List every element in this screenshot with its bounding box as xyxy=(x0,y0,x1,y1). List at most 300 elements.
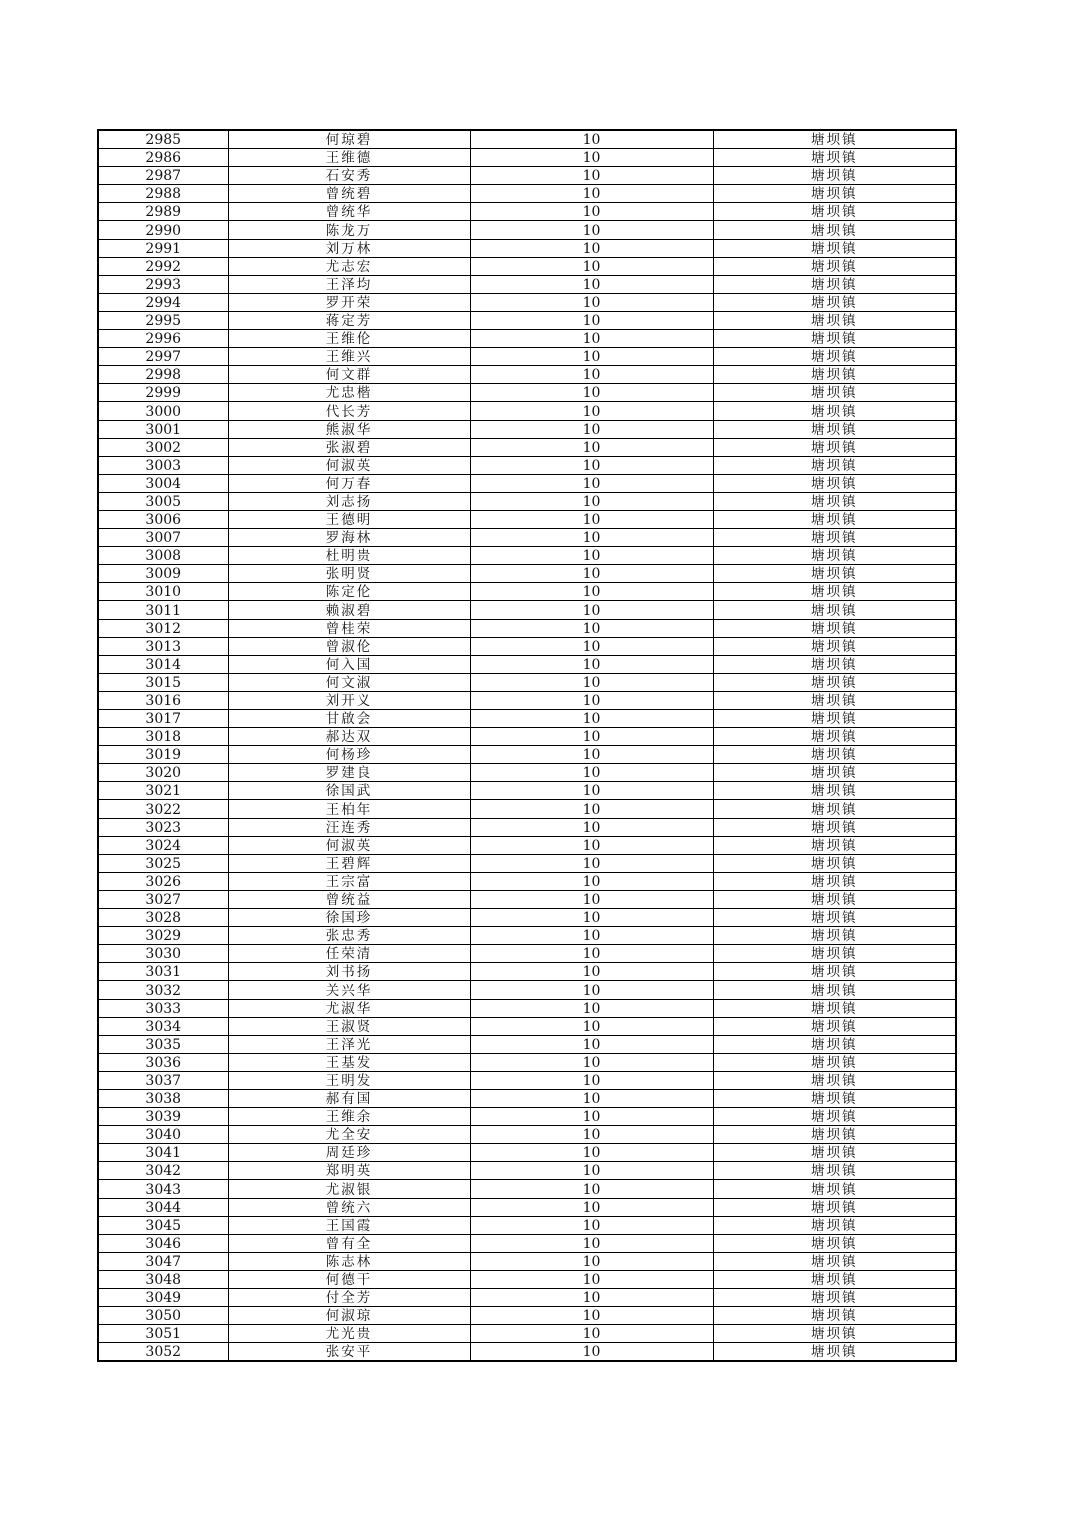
name-cell: 王泽光 xyxy=(228,1035,470,1053)
town-cell: 塘坝镇 xyxy=(713,1325,956,1343)
town-cell: 塘坝镇 xyxy=(713,275,956,293)
table-row xyxy=(98,1216,956,1234)
row-number-cell: 3009 xyxy=(98,565,228,583)
town-cell: 塘坝镇 xyxy=(713,510,956,528)
table-row xyxy=(98,510,956,528)
name-cell: 张明贤 xyxy=(228,565,470,583)
row-number-cell: 3014 xyxy=(98,655,228,673)
row-number-cell: 3039 xyxy=(98,1108,228,1126)
amount-cell: 10 xyxy=(470,275,713,293)
amount-cell: 10 xyxy=(470,167,713,185)
town-cell: 塘坝镇 xyxy=(713,1126,956,1144)
amount-cell: 10 xyxy=(470,1234,713,1252)
table-row xyxy=(98,981,956,999)
table-row xyxy=(98,710,956,728)
town-cell: 塘坝镇 xyxy=(713,872,956,890)
data-table xyxy=(97,129,957,1362)
name-cell: 何文淑 xyxy=(228,673,470,691)
amount-cell: 10 xyxy=(470,927,713,945)
row-number-cell: 3042 xyxy=(98,1162,228,1180)
table-row xyxy=(98,130,956,149)
row-number-cell: 2992 xyxy=(98,257,228,275)
amount-cell: 10 xyxy=(470,890,713,908)
name-cell: 张忠秀 xyxy=(228,927,470,945)
name-cell: 曾淑伦 xyxy=(228,637,470,655)
row-number-cell: 3005 xyxy=(98,492,228,510)
name-cell: 王维伦 xyxy=(228,330,470,348)
name-cell: 曾桂荣 xyxy=(228,619,470,637)
town-cell: 塘坝镇 xyxy=(713,402,956,420)
town-cell: 塘坝镇 xyxy=(713,529,956,547)
table-row xyxy=(98,1035,956,1053)
row-number-cell: 2994 xyxy=(98,293,228,311)
table-row xyxy=(98,927,956,945)
town-cell: 塘坝镇 xyxy=(713,1252,956,1270)
row-number-cell: 3049 xyxy=(98,1289,228,1307)
table-row xyxy=(98,999,956,1017)
town-cell: 塘坝镇 xyxy=(713,149,956,167)
town-cell: 塘坝镇 xyxy=(713,1234,956,1252)
table-row xyxy=(98,311,956,329)
row-number-cell: 3043 xyxy=(98,1180,228,1198)
table-row xyxy=(98,529,956,547)
name-cell: 徐国武 xyxy=(228,782,470,800)
name-cell: 郝有国 xyxy=(228,1089,470,1107)
row-number-cell: 3013 xyxy=(98,637,228,655)
table-row xyxy=(98,1180,956,1198)
town-cell: 塘坝镇 xyxy=(713,637,956,655)
amount-cell: 10 xyxy=(470,203,713,221)
name-cell: 何琼碧 xyxy=(228,130,470,149)
amount-cell: 10 xyxy=(470,710,713,728)
name-cell: 甘啟会 xyxy=(228,710,470,728)
town-cell: 塘坝镇 xyxy=(713,728,956,746)
town-cell: 塘坝镇 xyxy=(713,601,956,619)
town-cell: 塘坝镇 xyxy=(713,909,956,927)
row-number-cell: 3022 xyxy=(98,800,228,818)
row-number-cell: 3019 xyxy=(98,746,228,764)
town-cell: 塘坝镇 xyxy=(713,854,956,872)
row-number-cell: 3051 xyxy=(98,1325,228,1343)
amount-cell: 10 xyxy=(470,1089,713,1107)
town-cell: 塘坝镇 xyxy=(713,782,956,800)
table-body xyxy=(98,130,956,1361)
row-number-cell: 3046 xyxy=(98,1234,228,1252)
name-cell: 曾有全 xyxy=(228,1234,470,1252)
amount-cell: 10 xyxy=(470,818,713,836)
table-row xyxy=(98,637,956,655)
town-cell: 塘坝镇 xyxy=(713,239,956,257)
amount-cell: 10 xyxy=(470,909,713,927)
name-cell: 何德干 xyxy=(228,1270,470,1288)
amount-cell: 10 xyxy=(470,691,713,709)
town-cell: 塘坝镇 xyxy=(713,492,956,510)
table-row xyxy=(98,1234,956,1252)
town-cell: 塘坝镇 xyxy=(713,818,956,836)
table-row xyxy=(98,1162,956,1180)
row-number-cell: 3003 xyxy=(98,456,228,474)
amount-cell: 10 xyxy=(470,438,713,456)
row-number-cell: 3033 xyxy=(98,999,228,1017)
town-cell: 塘坝镇 xyxy=(713,257,956,275)
amount-cell: 10 xyxy=(470,981,713,999)
name-cell: 郝达双 xyxy=(228,728,470,746)
table-row xyxy=(98,909,956,927)
name-cell: 陈定伦 xyxy=(228,583,470,601)
row-number-cell: 2990 xyxy=(98,221,228,239)
town-cell: 塘坝镇 xyxy=(713,1162,956,1180)
name-cell: 尤淑银 xyxy=(228,1180,470,1198)
name-cell: 何万春 xyxy=(228,474,470,492)
name-cell: 尤全安 xyxy=(228,1126,470,1144)
town-cell: 塘坝镇 xyxy=(713,348,956,366)
row-number-cell: 3026 xyxy=(98,872,228,890)
town-cell: 塘坝镇 xyxy=(713,203,956,221)
row-number-cell: 2998 xyxy=(98,366,228,384)
row-number-cell: 3052 xyxy=(98,1343,228,1362)
amount-cell: 10 xyxy=(470,311,713,329)
town-cell: 塘坝镇 xyxy=(713,185,956,203)
name-cell: 王明发 xyxy=(228,1071,470,1089)
amount-cell: 10 xyxy=(470,1071,713,1089)
amount-cell: 10 xyxy=(470,1126,713,1144)
amount-cell: 10 xyxy=(470,366,713,384)
name-cell: 王淑贤 xyxy=(228,1017,470,1035)
row-number-cell: 3007 xyxy=(98,529,228,547)
name-cell: 王碧辉 xyxy=(228,854,470,872)
row-number-cell: 3032 xyxy=(98,981,228,999)
row-number-cell: 3045 xyxy=(98,1216,228,1234)
amount-cell: 10 xyxy=(470,601,713,619)
amount-cell: 10 xyxy=(470,402,713,420)
name-cell: 何淑琼 xyxy=(228,1307,470,1325)
town-cell: 塘坝镇 xyxy=(713,691,956,709)
name-cell: 王德明 xyxy=(228,510,470,528)
name-cell: 蒋定芳 xyxy=(228,311,470,329)
town-cell: 塘坝镇 xyxy=(713,746,956,764)
row-number-cell: 3020 xyxy=(98,764,228,782)
town-cell: 塘坝镇 xyxy=(713,167,956,185)
name-cell: 何淑英 xyxy=(228,836,470,854)
town-cell: 塘坝镇 xyxy=(713,583,956,601)
table-row xyxy=(98,275,956,293)
amount-cell: 10 xyxy=(470,221,713,239)
table-row xyxy=(98,1144,956,1162)
row-number-cell: 3016 xyxy=(98,691,228,709)
row-number-cell: 3015 xyxy=(98,673,228,691)
name-cell: 杜明贵 xyxy=(228,547,470,565)
row-number-cell: 2987 xyxy=(98,167,228,185)
row-number-cell: 3048 xyxy=(98,1270,228,1288)
row-number-cell: 3021 xyxy=(98,782,228,800)
name-cell: 王泽均 xyxy=(228,275,470,293)
name-cell: 曾统六 xyxy=(228,1198,470,1216)
amount-cell: 10 xyxy=(470,330,713,348)
amount-cell: 10 xyxy=(470,1108,713,1126)
table-row xyxy=(98,619,956,637)
amount-cell: 10 xyxy=(470,420,713,438)
name-cell: 王维德 xyxy=(228,149,470,167)
town-cell: 塘坝镇 xyxy=(713,384,956,402)
table-row xyxy=(98,872,956,890)
name-cell: 王宗富 xyxy=(228,872,470,890)
amount-cell: 10 xyxy=(470,130,713,149)
table-row xyxy=(98,1108,956,1126)
row-number-cell: 3010 xyxy=(98,583,228,601)
name-cell: 何淑英 xyxy=(228,456,470,474)
town-cell: 塘坝镇 xyxy=(713,330,956,348)
amount-cell: 10 xyxy=(470,1198,713,1216)
town-cell: 塘坝镇 xyxy=(713,1089,956,1107)
town-cell: 塘坝镇 xyxy=(713,764,956,782)
town-cell: 塘坝镇 xyxy=(713,655,956,673)
name-cell: 刘书扬 xyxy=(228,963,470,981)
table-row xyxy=(98,1270,956,1288)
name-cell: 汪连秀 xyxy=(228,818,470,836)
name-cell: 罗开荣 xyxy=(228,293,470,311)
row-number-cell: 3018 xyxy=(98,728,228,746)
table-row xyxy=(98,1198,956,1216)
town-cell: 塘坝镇 xyxy=(713,890,956,908)
table-row xyxy=(98,1071,956,1089)
amount-cell: 10 xyxy=(470,456,713,474)
town-cell: 塘坝镇 xyxy=(713,927,956,945)
row-number-cell: 3030 xyxy=(98,945,228,963)
amount-cell: 10 xyxy=(470,384,713,402)
town-cell: 塘坝镇 xyxy=(713,963,956,981)
row-number-cell: 3034 xyxy=(98,1017,228,1035)
name-cell: 王柏年 xyxy=(228,800,470,818)
table-row xyxy=(98,293,956,311)
amount-cell: 10 xyxy=(470,655,713,673)
town-cell: 塘坝镇 xyxy=(713,456,956,474)
amount-cell: 10 xyxy=(470,1035,713,1053)
table-row xyxy=(98,1325,956,1343)
table-row xyxy=(98,890,956,908)
table-row xyxy=(98,728,956,746)
name-cell: 何入国 xyxy=(228,655,470,673)
row-number-cell: 2997 xyxy=(98,348,228,366)
row-number-cell: 3004 xyxy=(98,474,228,492)
row-number-cell: 2999 xyxy=(98,384,228,402)
row-number-cell: 3035 xyxy=(98,1035,228,1053)
row-number-cell: 3029 xyxy=(98,927,228,945)
row-number-cell: 3017 xyxy=(98,710,228,728)
name-cell: 尤光贵 xyxy=(228,1325,470,1343)
row-number-cell: 3041 xyxy=(98,1144,228,1162)
table-row xyxy=(98,1017,956,1035)
town-cell: 塘坝镇 xyxy=(713,1108,956,1126)
table-row xyxy=(98,945,956,963)
table-row xyxy=(98,1053,956,1071)
row-number-cell: 2986 xyxy=(98,149,228,167)
amount-cell: 10 xyxy=(470,1162,713,1180)
amount-cell: 10 xyxy=(470,1017,713,1035)
amount-cell: 10 xyxy=(470,1343,713,1362)
town-cell: 塘坝镇 xyxy=(713,945,956,963)
row-number-cell: 2989 xyxy=(98,203,228,221)
town-cell: 塘坝镇 xyxy=(713,1144,956,1162)
amount-cell: 10 xyxy=(470,239,713,257)
amount-cell: 10 xyxy=(470,746,713,764)
table-row xyxy=(98,764,956,782)
row-number-cell: 3000 xyxy=(98,402,228,420)
town-cell: 塘坝镇 xyxy=(713,565,956,583)
name-cell: 石安秀 xyxy=(228,167,470,185)
name-cell: 刘志扬 xyxy=(228,492,470,510)
amount-cell: 10 xyxy=(470,728,713,746)
name-cell: 代长芳 xyxy=(228,402,470,420)
town-cell: 塘坝镇 xyxy=(713,710,956,728)
table-row xyxy=(98,655,956,673)
table-row xyxy=(98,818,956,836)
name-cell: 赖淑碧 xyxy=(228,601,470,619)
name-cell: 陈志林 xyxy=(228,1252,470,1270)
row-number-cell: 2988 xyxy=(98,185,228,203)
table-row xyxy=(98,601,956,619)
row-number-cell: 3006 xyxy=(98,510,228,528)
amount-cell: 10 xyxy=(470,1216,713,1234)
name-cell: 任荣清 xyxy=(228,945,470,963)
table-row xyxy=(98,330,956,348)
table-row xyxy=(98,1252,956,1270)
name-cell: 陈龙万 xyxy=(228,221,470,239)
town-cell: 塘坝镇 xyxy=(713,1071,956,1089)
town-cell: 塘坝镇 xyxy=(713,1289,956,1307)
row-number-cell: 3037 xyxy=(98,1071,228,1089)
row-number-cell: 2995 xyxy=(98,311,228,329)
name-cell: 付全芳 xyxy=(228,1289,470,1307)
row-number-cell: 3027 xyxy=(98,890,228,908)
table-row xyxy=(98,348,956,366)
row-number-cell: 3047 xyxy=(98,1252,228,1270)
name-cell: 张淑碧 xyxy=(228,438,470,456)
town-cell: 塘坝镇 xyxy=(713,547,956,565)
name-cell: 王国霞 xyxy=(228,1216,470,1234)
town-cell: 塘坝镇 xyxy=(713,293,956,311)
name-cell: 周廷珍 xyxy=(228,1144,470,1162)
amount-cell: 10 xyxy=(470,474,713,492)
table-row xyxy=(98,565,956,583)
row-number-cell: 3025 xyxy=(98,854,228,872)
name-cell: 张安平 xyxy=(228,1343,470,1362)
amount-cell: 10 xyxy=(470,1325,713,1343)
name-cell: 曾统华 xyxy=(228,203,470,221)
table-row xyxy=(98,691,956,709)
table-row xyxy=(98,402,956,420)
table-row xyxy=(98,221,956,239)
table-row xyxy=(98,203,956,221)
row-number-cell: 3008 xyxy=(98,547,228,565)
town-cell: 塘坝镇 xyxy=(713,1216,956,1234)
town-cell: 塘坝镇 xyxy=(713,619,956,637)
town-cell: 塘坝镇 xyxy=(713,311,956,329)
amount-cell: 10 xyxy=(470,836,713,854)
name-cell: 何杨珍 xyxy=(228,746,470,764)
amount-cell: 10 xyxy=(470,547,713,565)
name-cell: 关兴华 xyxy=(228,981,470,999)
town-cell: 塘坝镇 xyxy=(713,474,956,492)
row-number-cell: 3038 xyxy=(98,1089,228,1107)
amount-cell: 10 xyxy=(470,963,713,981)
town-cell: 塘坝镇 xyxy=(713,1343,956,1362)
table-row xyxy=(98,1089,956,1107)
name-cell: 熊淑华 xyxy=(228,420,470,438)
row-number-cell: 3040 xyxy=(98,1126,228,1144)
name-cell: 徐国珍 xyxy=(228,909,470,927)
row-number-cell: 2991 xyxy=(98,239,228,257)
row-number-cell: 2996 xyxy=(98,330,228,348)
table-row xyxy=(98,438,956,456)
town-cell: 塘坝镇 xyxy=(713,130,956,149)
amount-cell: 10 xyxy=(470,673,713,691)
amount-cell: 10 xyxy=(470,800,713,818)
name-cell: 曾统益 xyxy=(228,890,470,908)
amount-cell: 10 xyxy=(470,348,713,366)
name-cell: 刘开义 xyxy=(228,691,470,709)
amount-cell: 10 xyxy=(470,529,713,547)
amount-cell: 10 xyxy=(470,1144,713,1162)
town-cell: 塘坝镇 xyxy=(713,1180,956,1198)
town-cell: 塘坝镇 xyxy=(713,1198,956,1216)
table-row xyxy=(98,673,956,691)
table-row xyxy=(98,185,956,203)
town-cell: 塘坝镇 xyxy=(713,438,956,456)
amount-cell: 10 xyxy=(470,854,713,872)
row-number-cell: 2993 xyxy=(98,275,228,293)
table-row xyxy=(98,854,956,872)
name-cell: 郑明英 xyxy=(228,1162,470,1180)
amount-cell: 10 xyxy=(470,872,713,890)
table-row xyxy=(98,492,956,510)
table-row xyxy=(98,420,956,438)
amount-cell: 10 xyxy=(470,149,713,167)
town-cell: 塘坝镇 xyxy=(713,800,956,818)
amount-cell: 10 xyxy=(470,510,713,528)
name-cell: 罗海林 xyxy=(228,529,470,547)
name-cell: 曾统碧 xyxy=(228,185,470,203)
name-cell: 王维余 xyxy=(228,1108,470,1126)
town-cell: 塘坝镇 xyxy=(713,1035,956,1053)
table-row xyxy=(98,167,956,185)
table-row xyxy=(98,239,956,257)
town-cell: 塘坝镇 xyxy=(713,836,956,854)
amount-cell: 10 xyxy=(470,1307,713,1325)
table-row xyxy=(98,474,956,492)
name-cell: 尤忠楷 xyxy=(228,384,470,402)
table-row xyxy=(98,782,956,800)
table-row xyxy=(98,547,956,565)
row-number-cell: 3044 xyxy=(98,1198,228,1216)
table-row xyxy=(98,1289,956,1307)
row-number-cell: 3050 xyxy=(98,1307,228,1325)
table-row xyxy=(98,366,956,384)
amount-cell: 10 xyxy=(470,1252,713,1270)
table-row xyxy=(98,456,956,474)
amount-cell: 10 xyxy=(470,637,713,655)
town-cell: 塘坝镇 xyxy=(713,673,956,691)
table-row xyxy=(98,149,956,167)
town-cell: 塘坝镇 xyxy=(713,1053,956,1071)
amount-cell: 10 xyxy=(470,293,713,311)
name-cell: 王基发 xyxy=(228,1053,470,1071)
amount-cell: 10 xyxy=(470,1053,713,1071)
amount-cell: 10 xyxy=(470,583,713,601)
table-row xyxy=(98,963,956,981)
name-cell: 尤志宏 xyxy=(228,257,470,275)
amount-cell: 10 xyxy=(470,764,713,782)
row-number-cell: 2985 xyxy=(98,130,228,149)
